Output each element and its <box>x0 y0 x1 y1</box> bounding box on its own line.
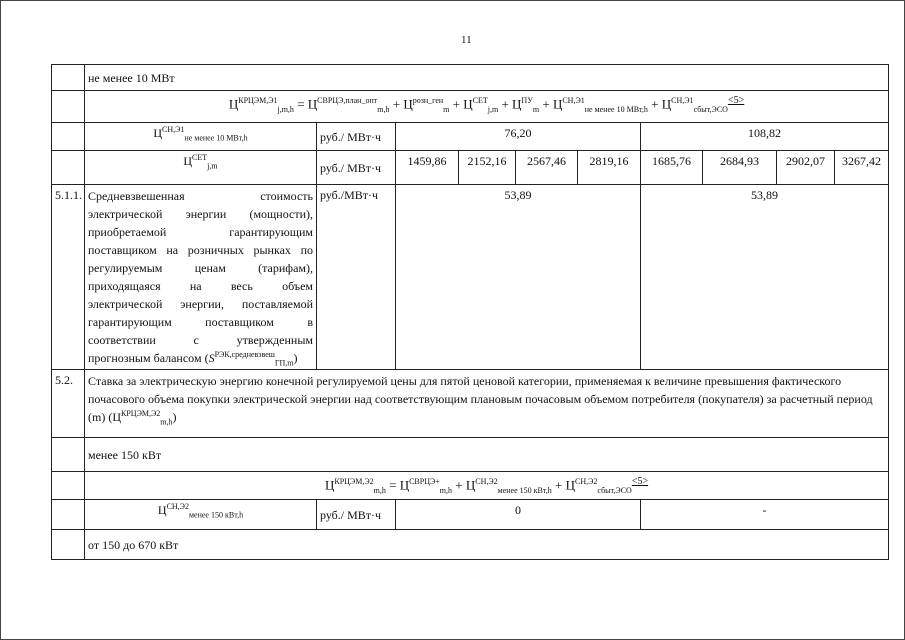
tariff-table <box>51 64 889 560</box>
formula-e1: $Ц^{КРЦЭМ,Э1}_{j,m,h} = Ц^{СВРЦЭ,план\_опт}_{m,h} + Ц^{розн\_ген}_m + Ц^{СЕТ}_{j,m} + Ц^{ПУ}_m + Ц^{СН,Э1}_{не менее 10 МВт,h} + Ц^{СН,Э1}_{сбыт,ЭСО}^{<5>}$ <box>85 91 889 123</box>
table-row <box>52 500 889 530</box>
table-row <box>52 185 889 370</box>
table-row <box>52 65 889 91</box>
item-number: 5.2. <box>52 370 85 438</box>
formula-e2: $Ц^{КРЦЭМ,Э2}_{m,h} = Ц^{СВРЦЭ+}_{m,h} + Ц^{СН,Э2}_{менее 150 кВт,h} + Ц^{СН,Э2}_{сбыт,ЭСО}^{<5>}$ <box>85 472 889 500</box>
value-cell: 1459,86 <box>396 151 459 185</box>
unit-cell: руб./ МВт·ч <box>317 500 396 530</box>
footnote-link[interactable]: <5> <box>727 95 745 106</box>
page-number: 11 <box>461 34 472 46</box>
value-cell: 2567,46 <box>516 151 578 185</box>
value-cell: - <box>641 500 889 530</box>
section-label: от 150 до 670 кВт <box>85 530 889 560</box>
item-description: Ставка за электрическую энергию конечной регулируемой цены для пятой ценовой категории, применяемая к величине превышения фактического почасового объема покупки электрической энергии над соответствующим плановым почасовым объемом потребителя (покупателя) за расчетный период (m) $(Ц^{КРЦЭМ,Э2}_{m,h})$ <box>85 370 889 438</box>
value-cell: 53,89 <box>396 185 641 370</box>
item-description: Средневзвешенная стоимость электрической энергии (мощности), приобретаемой гарантирующим поставщиком на розничных рынках по регулируемым ценам (тарифам), приходящаяся на весь объем электрической энергии, поставляемой гарантирующим поставщиком в соответствии с утвержденным прогнозным балансом $(S^{РЭК,средневзвеш}_{ГП,m})$ <box>85 185 317 370</box>
unit-cell: руб./ МВт·ч <box>317 123 396 151</box>
table-row <box>52 91 889 123</box>
table-row <box>52 370 889 438</box>
table-row <box>52 530 889 560</box>
section-label: менее 150 кВт <box>85 438 889 472</box>
value-cell: 2684,93 <box>703 151 777 185</box>
unit-cell: руб./ МВт·ч <box>317 151 396 185</box>
item-number: 5.1.1. <box>52 185 85 370</box>
value-cell: 53,89 <box>641 185 889 370</box>
value-cell: 1685,76 <box>641 151 703 185</box>
table-row <box>52 151 889 185</box>
value-cell: 3267,42 <box>835 151 889 185</box>
number-cell <box>52 65 85 91</box>
footnote-link[interactable]: <5> <box>631 476 649 487</box>
value-cell: 108,82 <box>641 123 889 151</box>
table-row <box>52 472 889 500</box>
symbol-cell: $Ц^{СЕТ}_{j,m}$ <box>85 151 317 185</box>
unit-cell: руб./МВт·ч <box>317 185 396 370</box>
value-cell: 2819,16 <box>578 151 641 185</box>
value-cell: 76,20 <box>396 123 641 151</box>
value-cell: 0 <box>396 500 641 530</box>
table-row <box>52 438 889 472</box>
symbol-cell: $Ц^{СН,Э2}_{менее 150 кВт,h}$ <box>85 500 317 530</box>
value-cell: 2902,07 <box>777 151 835 185</box>
value-cell: 2152,16 <box>459 151 516 185</box>
section-label: не менее 10 МВт <box>85 65 889 91</box>
symbol-cell: $Ц^{СН,Э1}_{не менее 10 МВт,h}$ <box>85 123 317 151</box>
table-row <box>52 123 889 151</box>
